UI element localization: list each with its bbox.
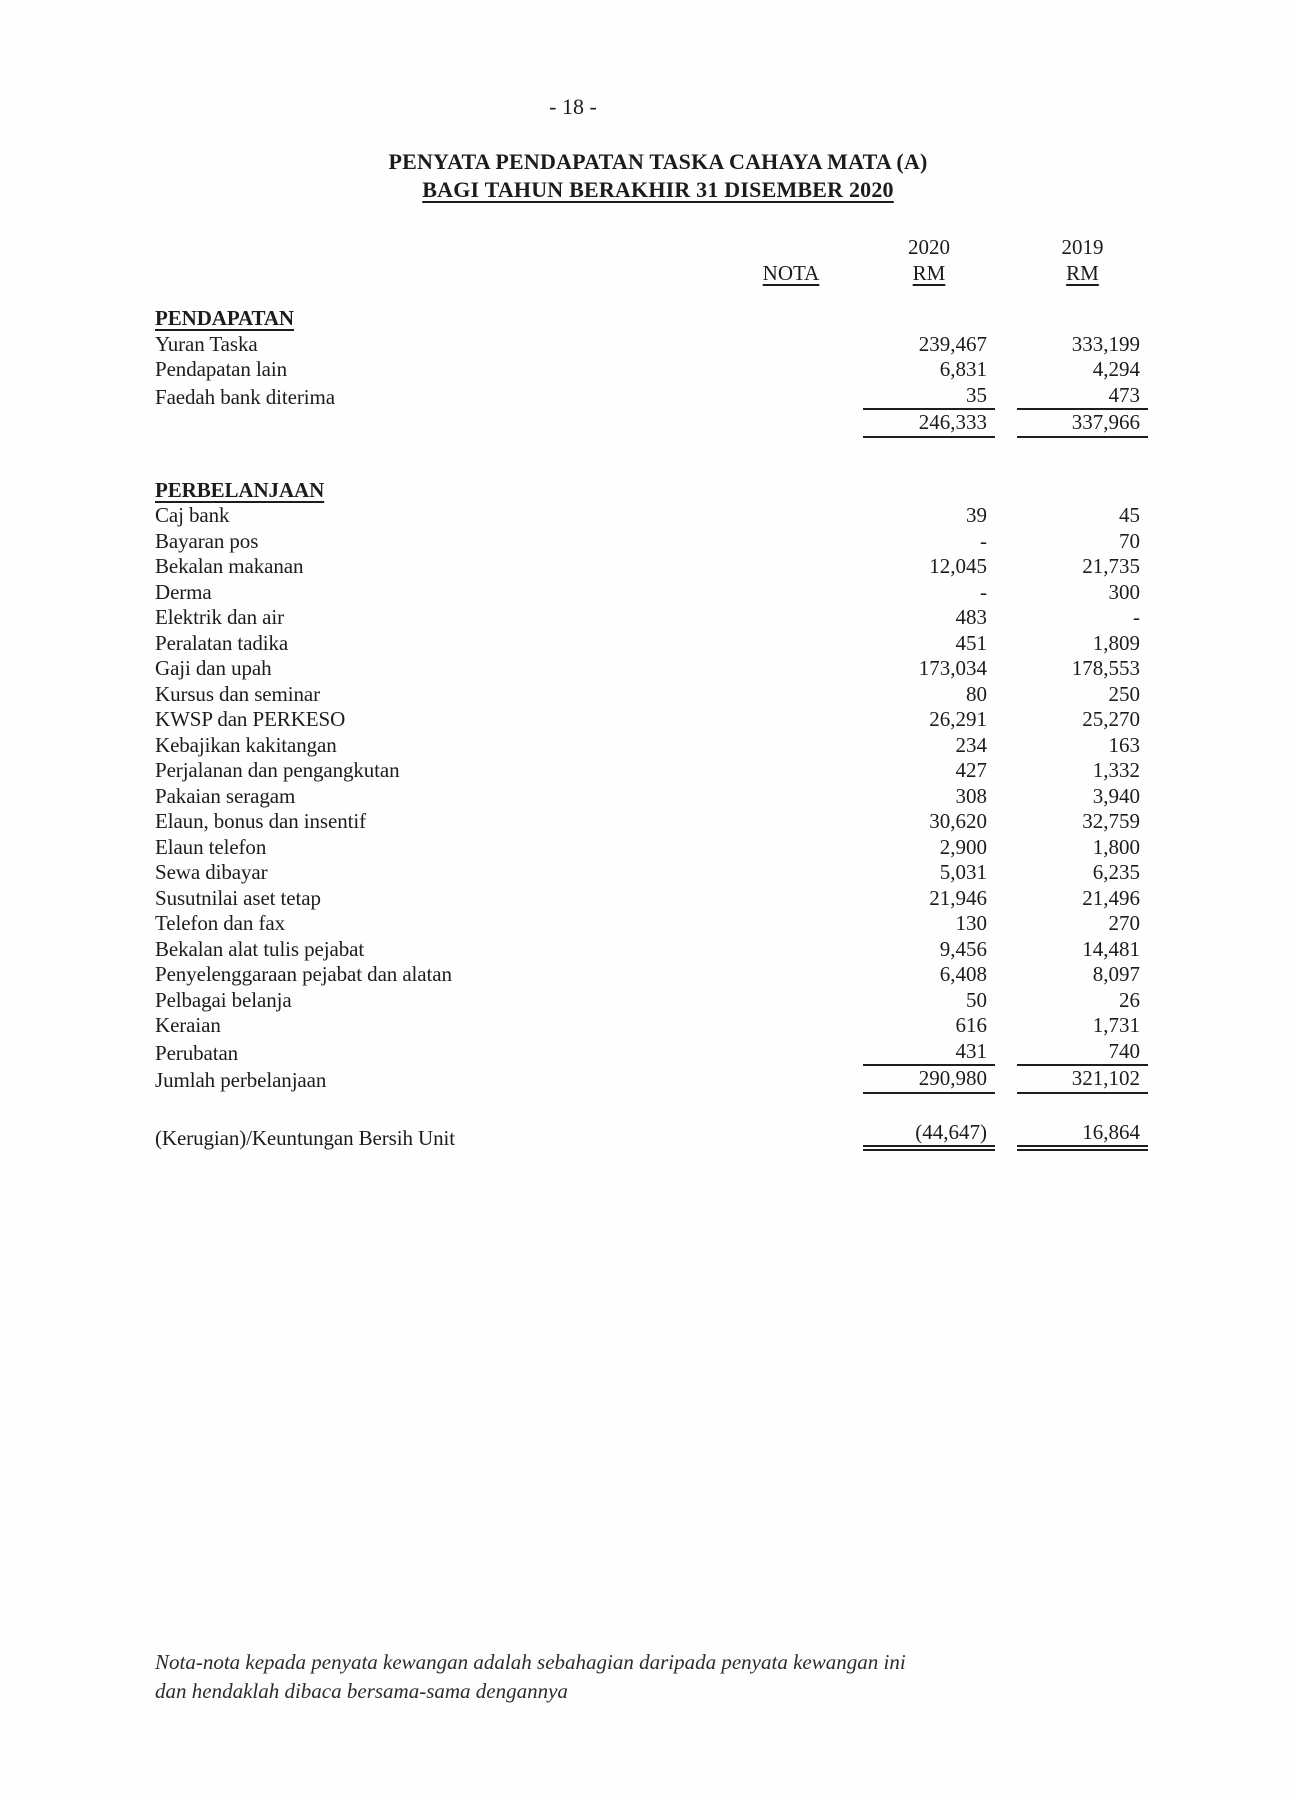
- row-label: Caj bank: [155, 503, 230, 527]
- value-2020: 239,467: [918, 331, 987, 356]
- value-2019: 3,940: [1092, 783, 1140, 808]
- table-row: [155, 580, 1148, 606]
- value-2019: 45: [1119, 503, 1140, 527]
- value-2020: 30,620: [929, 809, 987, 833]
- spacer: [155, 438, 1148, 478]
- row-label: (Kerugian)/Keuntungan Bersih Unit: [155, 1125, 455, 1150]
- value-2020: -: [980, 528, 987, 553]
- value-2019: 8,097: [1092, 962, 1140, 986]
- row-nota: [741, 331, 841, 332]
- row-label: Bekalan makanan: [155, 554, 304, 578]
- value-2020: 26,291: [929, 707, 987, 731]
- value-2019: 1,332: [1092, 758, 1140, 782]
- value-2020: 39: [966, 503, 987, 527]
- table-row: [155, 962, 1148, 988]
- row-label: Peralatan tadika: [155, 630, 289, 655]
- table-body: [155, 306, 1148, 1151]
- row-label: Sewa dibayar: [155, 860, 268, 884]
- row-nota: [741, 757, 841, 758]
- empty-cell: [155, 259, 719, 260]
- value-2020: 21,946: [929, 885, 987, 910]
- value-2019: 337,966: [1017, 410, 1148, 438]
- row-label: Kursus dan seminar: [155, 681, 321, 706]
- row-nota: [741, 681, 841, 682]
- row-label: Elaun telefon: [155, 834, 267, 859]
- table-row: [155, 937, 1148, 963]
- row-label: Elektrik dan air: [155, 605, 285, 629]
- column-year-header-row: [155, 234, 1148, 260]
- row-label: Derma: [155, 579, 212, 604]
- column-label-header-row: [155, 260, 1148, 286]
- row-nota: [741, 1012, 841, 1013]
- table-row: [155, 605, 1148, 631]
- row-nota: [741, 579, 841, 580]
- value-2019: 321,102: [1017, 1066, 1148, 1094]
- value-2019: 32,759: [1082, 809, 1140, 833]
- table-row: [155, 503, 1148, 529]
- row-nota: [741, 706, 841, 707]
- value-2020: 616: [955, 1013, 987, 1037]
- value-2019: 300: [1108, 579, 1140, 604]
- row-nota: [741, 553, 841, 554]
- value-2020: 6,831: [939, 357, 987, 381]
- value-2019: 1,809: [1092, 630, 1140, 655]
- row-nota: [741, 1038, 841, 1039]
- value-2020: 2,900: [939, 834, 987, 859]
- row-nota: [741, 604, 841, 605]
- table-row: [155, 529, 1148, 555]
- title-line-1: PENYATA PENDAPATAN TASKA CAHAYA MATA (A): [388, 149, 928, 174]
- row-nota: [741, 783, 841, 784]
- column-header-2019: 2019: [1061, 235, 1104, 259]
- table-row: [155, 554, 1148, 580]
- value-2020: 12,045: [929, 554, 987, 578]
- footer-note: [155, 1648, 915, 1706]
- table-row: [155, 1039, 1148, 1067]
- row-label: Perubatan: [155, 1040, 239, 1065]
- table-row: [155, 733, 1148, 759]
- row-nota: [741, 1093, 841, 1094]
- value-2020: 234: [955, 732, 987, 757]
- section-heading: PENDAPATAN: [155, 306, 294, 330]
- table-row: [155, 911, 1148, 937]
- row-label: Kebajikan kakitangan: [155, 732, 337, 757]
- value-2020: 130: [955, 911, 987, 935]
- table-row: [155, 682, 1148, 708]
- row-label: [155, 437, 719, 438]
- table-row: [155, 631, 1148, 657]
- value-2020: 427: [955, 758, 987, 782]
- value-2019: 14,481: [1082, 936, 1140, 961]
- table-row: [155, 1120, 1148, 1152]
- table-row: [155, 332, 1148, 358]
- value-2019: 333,199: [1071, 331, 1140, 356]
- value-2020: 451: [955, 630, 987, 655]
- row-label: Faedah bank diterima: [155, 384, 335, 409]
- row-nota: [741, 502, 841, 503]
- value-2019: 21,496: [1082, 885, 1140, 910]
- table-row: [155, 758, 1148, 784]
- value-2019: 163: [1108, 732, 1140, 757]
- column-header-rm-2020: RM: [912, 261, 946, 285]
- value-2019: 6,235: [1092, 860, 1140, 884]
- row-label: Susutnilai aset tetap: [155, 885, 321, 910]
- row-label: Pendapatan lain: [155, 357, 288, 381]
- table-row: [155, 1066, 1148, 1094]
- value-2019: 250: [1108, 681, 1140, 706]
- spacer: [155, 1094, 1148, 1120]
- row-label: Gaji dan upah: [155, 656, 272, 680]
- value-2019: 16,864: [1017, 1120, 1148, 1152]
- table-row: [155, 1013, 1148, 1039]
- value-2020: 483: [955, 605, 987, 629]
- row-nota: [741, 834, 841, 835]
- value-2019: 178,553: [1071, 656, 1140, 680]
- row-label: KWSP dan PERKESO: [155, 707, 346, 731]
- section-heading-row: [155, 478, 1148, 504]
- table-row: [155, 357, 1148, 383]
- row-nota: [741, 910, 841, 911]
- spacer: [155, 286, 1148, 306]
- value-2020: 35: [863, 383, 995, 411]
- value-2020: 308: [955, 783, 987, 808]
- row-nota: [741, 961, 841, 962]
- value-2020: 173,034: [918, 656, 987, 680]
- value-2019: 70: [1119, 528, 1140, 553]
- row-label: Perjalanan dan pengangkutan: [155, 758, 400, 782]
- value-2019: 4,294: [1092, 357, 1140, 381]
- value-2019: 21,735: [1082, 554, 1140, 578]
- row-nota: [741, 356, 841, 357]
- table-row: [155, 383, 1148, 411]
- table-row: [155, 835, 1148, 861]
- row-nota: [741, 859, 841, 860]
- footer-note-line-1: Nota-nota kepada penyata kewangan adalah sebahagian daripada penyata kewangan ini: [155, 1650, 906, 1674]
- value-2020: 5,031: [939, 860, 987, 884]
- financial-statement-table: [155, 234, 1148, 1151]
- value-2020: 431: [863, 1039, 995, 1067]
- value-2020: 50: [966, 987, 987, 1012]
- empty-cell: [155, 285, 719, 286]
- value-2020: 80: [966, 681, 987, 706]
- row-label: Yuran Taska: [155, 331, 258, 356]
- row-nota: [741, 732, 841, 733]
- row-nota: [741, 409, 841, 410]
- row-label: Keraian: [155, 1013, 221, 1037]
- section-heading: PERBELANJAAN: [155, 477, 325, 502]
- row-nota: [741, 987, 841, 988]
- row-label: Telefon dan fax: [155, 911, 285, 935]
- table-row: [155, 410, 1148, 438]
- value-2020: 9,456: [939, 936, 987, 961]
- page-number: [0, 0, 1146, 120]
- title-line-2: [22, 176, 1294, 204]
- row-nota: [741, 655, 841, 656]
- value-2020: 290,980: [863, 1066, 995, 1094]
- row-label: Penyelenggaraan pejabat dan alatan: [155, 962, 452, 986]
- value-2019: 1,800: [1092, 834, 1140, 859]
- table-row: [155, 656, 1148, 682]
- row-nota: [741, 1150, 841, 1151]
- value-2020: 246,333: [863, 410, 995, 438]
- row-label: Bayaran pos: [155, 528, 259, 553]
- section-heading-row: [155, 306, 1148, 332]
- table-row: [155, 988, 1148, 1014]
- row-nota: [741, 936, 841, 937]
- row-nota: [741, 808, 841, 809]
- value-2019: 740: [1017, 1039, 1148, 1067]
- page-number-text: - 18 -: [549, 94, 597, 119]
- column-header-nota: NOTA: [762, 261, 820, 285]
- footer-note-line-2: dan hendaklah dibaca bersama-sama dengannya: [155, 1679, 568, 1703]
- value-2019: 26: [1119, 987, 1140, 1012]
- table-row: [155, 886, 1148, 912]
- row-label: Jumlah perbelanjaan: [155, 1068, 327, 1092]
- document-title: [22, 148, 1294, 204]
- row-nota: [741, 528, 841, 529]
- value-2019: 473: [1017, 383, 1148, 411]
- value-2020: (44,647): [863, 1120, 995, 1152]
- table-row: [155, 784, 1148, 810]
- column-header-rm-2019: RM: [1066, 261, 1099, 285]
- row-nota: [741, 885, 841, 886]
- value-2019: -: [1133, 605, 1140, 629]
- table-row: [155, 809, 1148, 835]
- row-label: Bekalan alat tulis pejabat: [155, 936, 365, 961]
- table-row: [155, 707, 1148, 733]
- column-header-2020: 2020: [908, 235, 950, 259]
- row-label: Elaun, bonus dan insentif: [155, 809, 366, 833]
- row-nota: [741, 437, 841, 438]
- row-label: Pelbagai belanja: [155, 987, 292, 1012]
- row-label: Pakaian seragam: [155, 783, 296, 808]
- value-2019: 270: [1108, 911, 1140, 935]
- value-2020: -: [980, 579, 987, 604]
- value-2019: 1,731: [1092, 1013, 1140, 1037]
- value-2019: 25,270: [1082, 707, 1140, 731]
- value-2020: 6,408: [939, 962, 987, 986]
- table-row: [155, 860, 1148, 886]
- row-nota: [741, 630, 841, 631]
- row-nota: [741, 1065, 841, 1066]
- row-nota: [741, 382, 841, 383]
- title-line-2-text: BAGI TAHUN BERAKHIR 31 DISEMBER 2020: [422, 177, 894, 202]
